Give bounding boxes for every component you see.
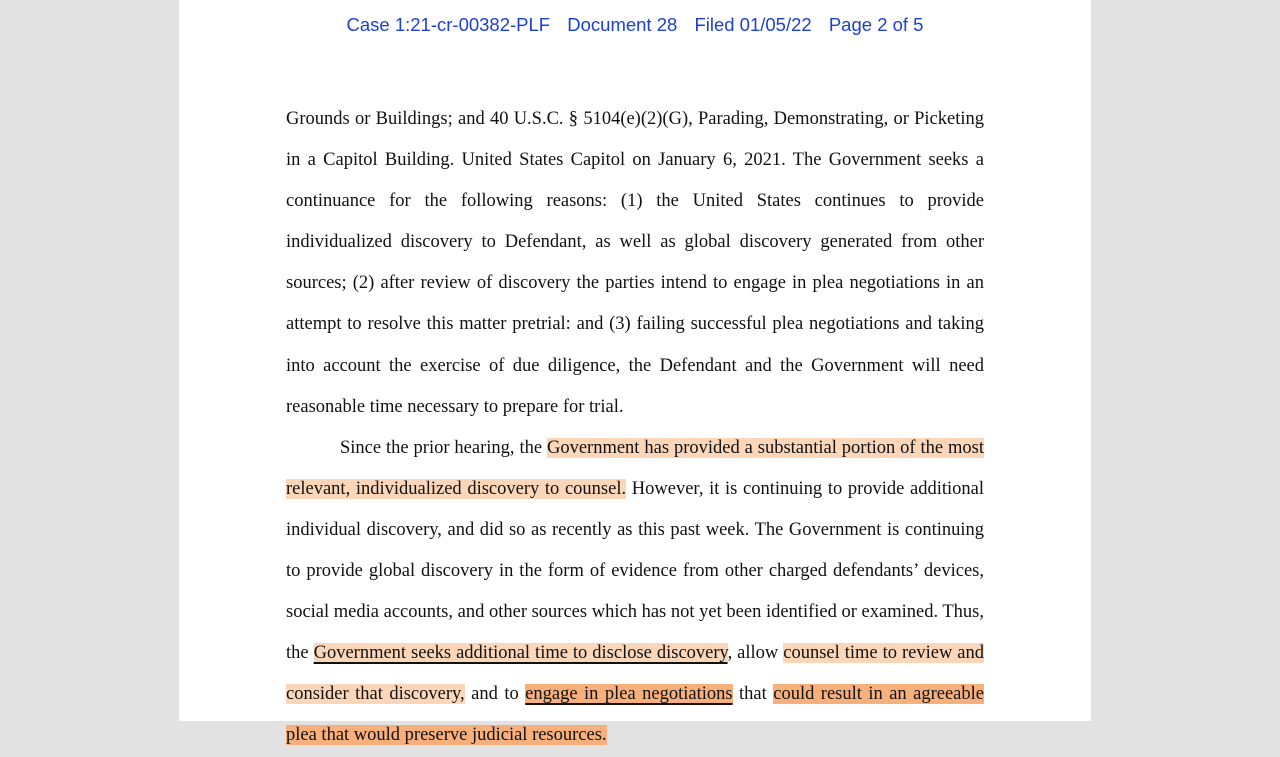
highlight-segment: could result in an agreeable plea that would preserve judicial resources. [286,684,984,746]
document-number: Document 28 [567,14,678,35]
text-segment: , allow [727,643,784,664]
highlight-underline-segment: Government seeks additional time to disclose discovery [313,643,728,664]
text-segment: However, it is continuing to provide additional individual discovery, and did so as recently as this past week. The Government is continuing to provide global discovery in the form of evidence from other charged defendants’ devices, social media accounts, and other sources which has not yet been identified or examined. Thus, the [286,478,985,664]
text-segment: and to [464,684,526,705]
document-body [286,99,984,757]
highlight-segment: counsel time to review and consider that discovery, [286,643,985,705]
page-number: Page 2 of 5 [828,14,924,35]
text-segment: Since the prior hearing, the [340,437,547,458]
document-page [179,0,1091,746]
highlight-underline-segment: engage in plea negotiations [525,684,733,705]
paragraph-1: Grounds or Buildings; and 40 U.S.C. § 5104(e)(2)(G), Parading, Demonstrating, or Picketing in a Capitol Building. United States Capitol on January 6, 2021. The Government seeks a continuance for the following reasons: (1) the United States continues to provide individualized discovery to Defendant, as well as global discovery generated from other sources; (2) after review of discovery the parties intend to engage in plea negotiations in an attempt to resolve this matter pretrial: and (3) failing successful plea negotiations and taking into account the exercise of due diligence, the Defendant and the Government will need reasonable time necessary to prepare for trial. [286,109,984,417]
highlight-segment: Government has provided a substantial portion of the most relevant, individualized discovery to counsel. [286,437,984,499]
document-header [179,14,1091,36]
case-number: Case 1:21-cr-00382-PLF [346,14,551,35]
paragraph-2 [286,428,984,757]
text-segment: that [732,684,774,705]
filed-date: Filed 01/05/22 [694,14,812,35]
